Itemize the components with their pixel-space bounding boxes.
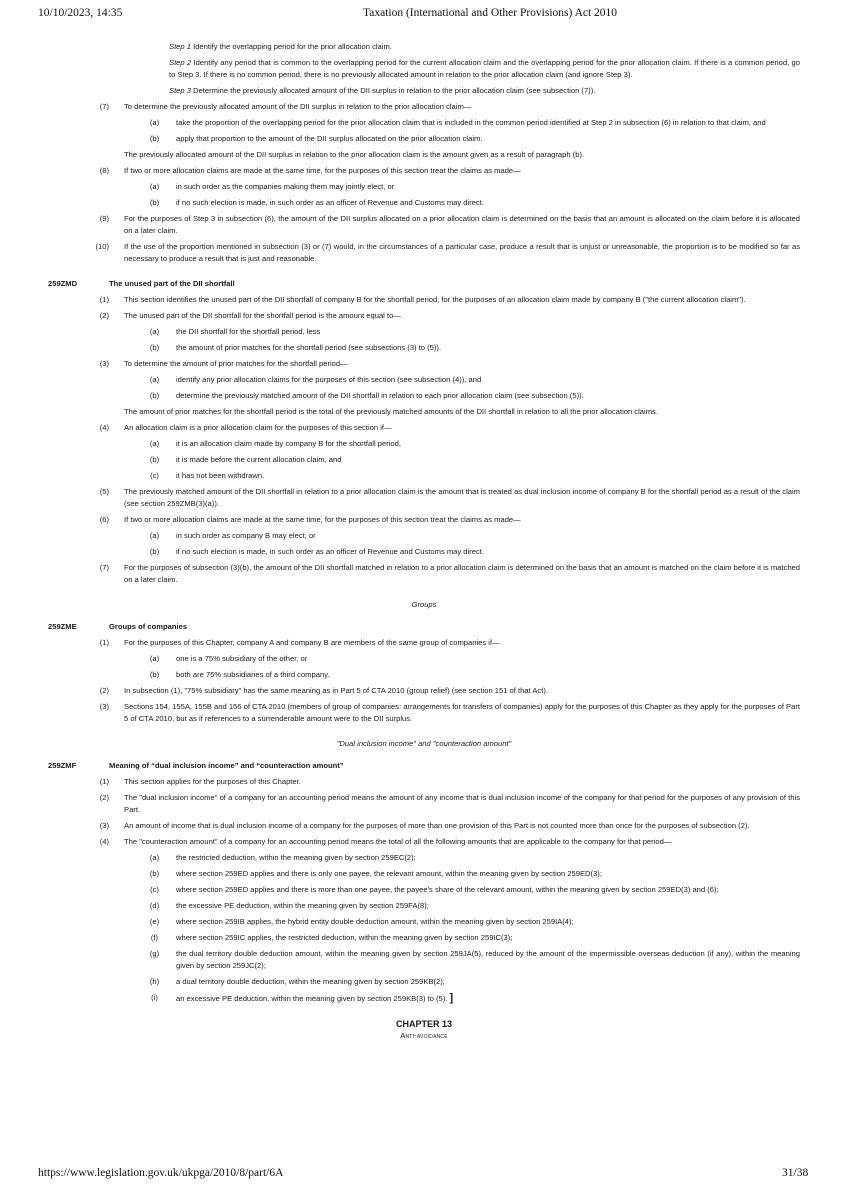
- paragraph-text: a dual territory double deduction, within the meaning given by section 259KB(2);: [176, 977, 445, 986]
- subsection-text: This section identifies the unused part of the DII shortfall of company B for the shortfall period, for the purposes of an allocation claim made by company B ("the current allocation claim").: [124, 295, 746, 304]
- step-text: Determine the previously allocated amount of the DII surplus in relation to the prior allocation claim (see subsection (7)).: [193, 86, 596, 95]
- paragraph-letter: (a): [149, 531, 160, 540]
- paragraph-text: the DII shortfall for the shortfall period, less: [176, 327, 321, 336]
- subsection-number: (4): [99, 837, 109, 846]
- paragraph-letter: (b): [149, 134, 160, 143]
- subsection-text: If the use of the proportion mentioned in subsection (3) or (7) would, in the circumstances of a particular case, produce a result that is unjust or unreasonable, the proportion is to be modified so far as necessary to produce a result that is just and reasonable.: [124, 242, 800, 263]
- subsection-number: (8): [99, 166, 109, 175]
- subsection: [0, 358, 848, 370]
- subsection: [0, 310, 848, 322]
- paragraph-letter: (a): [149, 853, 160, 862]
- paragraph: [0, 454, 848, 466]
- paragraph-text: if no such election is made, in such order as an officer of Revenue and Customs may direct.: [176, 547, 484, 556]
- paragraph-letter: (c): [150, 471, 159, 480]
- paragraph: [0, 653, 848, 665]
- subsection: [0, 165, 848, 177]
- header-title: Taxation (International and Other Provisions) Act 2010: [363, 7, 618, 19]
- paragraph-text: take the proportion of the overlapping period for the prior allocation claim that is included in the common period identified at Step 2 in subsection (6) in relation to that claim, and: [176, 118, 766, 127]
- subsection-text: If two or more allocation claims are made at the same time, for the purposes of this section treat the claims as made—: [124, 166, 521, 175]
- paragraph: [0, 992, 848, 1005]
- paragraph-letter: (c): [150, 885, 159, 894]
- subsection: [0, 241, 848, 265]
- subsection: [0, 637, 848, 649]
- subsection-text: If two or more allocation claims are made at the same time, for the purposes of this section treat the claims as made—: [124, 515, 521, 524]
- paragraph-text-body: an excessive PE deduction, within the meaning given by section 259KB(3) to (5).: [176, 994, 448, 1003]
- paragraph-letter: (b): [149, 869, 160, 878]
- subsection-text: This section applies for the purposes of this Chapter.: [124, 777, 301, 786]
- step-label: Step 1: [169, 42, 191, 51]
- paragraph-text: one is a 75% subsidiary of the other, or: [176, 654, 308, 663]
- paragraph-text: it is an allocation claim made by company B for the shortfall period,: [176, 439, 401, 448]
- paragraph-text: identify any prior allocation claims for the purposes of this section (see subsection (4)), and: [176, 375, 482, 384]
- paragraph: [0, 932, 848, 944]
- subsection-text: In subsection (1), "75% subsidiary" has the same meaning as in Part 5 of CTA 2010 (group relief) (see section 151 of that Act).: [124, 686, 548, 695]
- paragraph-text: the amount of prior matches for the shortfall period (see subsections (3) to (5)).: [176, 343, 442, 352]
- header-datetime: 10/10/2023, 14:35: [38, 7, 123, 19]
- paragraph-text: in such order as the companies making them may jointly elect, or: [176, 182, 395, 191]
- paragraph: [0, 530, 848, 542]
- section-heading: [0, 278, 848, 290]
- subsection-text: An allocation claim is a prior allocation claim for the purposes of this section if—: [124, 423, 392, 432]
- paragraph-letter: (b): [149, 670, 160, 679]
- subsection-number: (6): [99, 515, 109, 524]
- section-title: The unused part of the DII shortfall: [109, 279, 235, 288]
- section-heading: [0, 760, 848, 772]
- paragraph-text: where section 259IC applies, the restricted deduction, within the meaning given by section 259IC(3);: [176, 933, 513, 942]
- paragraph: [0, 438, 848, 450]
- paragraph-text: where section 259ED applies and there is more than one payee, the payee's share of the relevant amount, within the meaning given by section 259ED(3) and (6);: [176, 885, 719, 894]
- paragraph-letter: (f): [150, 933, 159, 942]
- paragraph-text: the excessive PE deduction, within the meaning given by section 259FA(8);: [176, 901, 429, 910]
- paragraph: [0, 669, 848, 681]
- continuation-text: The amount of prior matches for the shortfall period is the total of the previously matched amounts of the DII shortfall in relation to all the prior allocation claims.: [124, 407, 658, 416]
- footer-page-number: 31/38: [782, 1167, 809, 1179]
- paragraph: [0, 868, 848, 880]
- paragraph: [0, 916, 848, 928]
- subsection: [0, 792, 848, 816]
- paragraph-letter: (e): [149, 917, 160, 926]
- subsection-number: (3): [99, 702, 109, 711]
- subsection-text: The unused part of the DII shortfall for the shortfall period is the amount equal to—: [124, 311, 401, 320]
- subsection-text: To determine the amount of prior matches for the shortfall period—: [124, 359, 348, 368]
- paragraph: [0, 852, 848, 864]
- paragraph-letter: (b): [149, 391, 160, 400]
- paragraph: [0, 948, 848, 972]
- subsection: [0, 836, 848, 848]
- step-label: Step 2: [169, 58, 192, 67]
- subsection-text: An amount of income that is dual inclusion income of a company for the purposes of more than one provision of this Part is not counted more than once for the purposes of subsection (2).: [124, 821, 750, 830]
- step-1: [169, 41, 800, 53]
- crossheading-groups: Groups: [411, 600, 437, 609]
- paragraph-text: in such order as company B may elect, or: [176, 531, 316, 540]
- paragraph-text: both are 75% subsidiaries of a third company.: [176, 670, 330, 679]
- subsection: [0, 294, 848, 306]
- footer-url: https://www.legislation.gov.uk/ukpga/2010/8/part/6A: [38, 1167, 284, 1179]
- subsection-number: (3): [99, 821, 109, 830]
- subsection-text: For the purposes of subsection (3)(b), the amount of the DII shortfall matched in relation to a prior allocation claim is determined on the basis that an amount is matched on the claim before it is matched on a later claim.: [124, 563, 800, 584]
- subsection: [0, 101, 848, 113]
- step-text: Identify any period that is common to the overlapping period for the current allocation claim and the overlapping period for the prior allocation claim. If there is a common period, go to Step 3. If there is no common period, there is no previously allocated amount in relation to the prior allocation claim (and ignore Step 3).: [169, 58, 800, 79]
- subsection: [0, 701, 848, 725]
- chapter-number: CHAPTER 13: [395, 1019, 452, 1029]
- paragraph: [0, 900, 848, 912]
- paragraph-text: apply that proportion to the amount of the DII surplus allocated on the prior allocation claim.: [176, 134, 483, 143]
- step-label: Step 3: [169, 86, 191, 95]
- chapter-title: Anti-avoidance: [400, 1031, 448, 1040]
- document-body: [0, 41, 848, 1042]
- section-title: Groups of companies: [109, 622, 188, 631]
- paragraph-letter: (a): [149, 327, 160, 336]
- paragraph-letter: (b): [149, 343, 160, 352]
- subsection-number: (10): [95, 242, 109, 251]
- continuation-text: The previously allocated amount of the DII surplus in relation to the prior allocation claim is the amount given as a result of paragraph (b).: [124, 150, 585, 159]
- paragraph-letter: (b): [149, 198, 160, 207]
- paragraph-letter: (a): [149, 375, 160, 384]
- paragraph-text: if no such election is made, in such order as an officer of Revenue and Customs may direct.: [176, 198, 484, 207]
- step-3: [169, 85, 800, 97]
- subsection: [0, 820, 848, 832]
- subsection: [0, 486, 848, 510]
- section-title: Meaning of “dual inclusion income” and “counteraction amount”: [109, 761, 344, 770]
- paragraph: [0, 326, 848, 338]
- step-2: [169, 57, 800, 81]
- paragraph-text: [176, 992, 800, 1005]
- paragraph-text: where section 259IB applies, the hybrid entity double deduction amount, within the meaning given by section 259IA(4);: [176, 917, 574, 926]
- subsection-number: (2): [99, 793, 109, 802]
- paragraph-letter: (a): [149, 182, 160, 191]
- subsection-number: (5): [99, 487, 109, 496]
- subsection-number: (1): [99, 638, 109, 647]
- subsection-text: The "dual inclusion income" of a company for an accounting period means the amount of any income that is dual inclusion income of the company for that period for the purposes of any provision of this Part.: [124, 793, 800, 814]
- section-number: 259ZMF: [48, 761, 77, 770]
- paragraph-letter: (g): [149, 949, 160, 958]
- paragraph-text: where section 259ED applies and there is only one payee, the relevant amount, within the meaning given by section 259ED(3);: [176, 869, 602, 878]
- paragraph: [0, 197, 848, 209]
- subsection-number: (2): [99, 311, 109, 320]
- subsection: [0, 685, 848, 697]
- paragraph-text: it has not been withdrawn.: [176, 471, 265, 480]
- step-text: Identify the overlapping period for the prior allocation claim.: [193, 42, 392, 51]
- subsection-number: (9): [99, 214, 109, 223]
- amendment-closing-bracket: ]: [449, 992, 454, 1004]
- paragraph-letter: (i): [151, 993, 158, 1002]
- paragraph-text: it is made before the current allocation claim, and: [176, 455, 342, 464]
- subsection-number: (7): [99, 563, 109, 572]
- crossheading-dual-inclusion: "Dual inclusion income" and "counteraction amount": [336, 739, 512, 748]
- section-heading: [0, 621, 848, 633]
- paragraph-text: the dual territory double deduction amount, within the meaning given by section 259JA(5), reduced by the amount of the impermissible overseas deduction (if any), within the meaning given by section 259JC(2);: [176, 949, 800, 970]
- subsection-text: Sections 154, 155A, 155B and 156 of CTA 2010 (members of group of companies: arrangements for transfers of companies) apply for the purposes of this Chapter as they apply for the purposes of Part 5 of CTA 2010, but as if references to a surrenderable amount were to the DII surplus.: [124, 702, 800, 723]
- subsection-text: For the purposes of this Chapter, company A and company B are members of the same group of companies if—: [124, 638, 500, 647]
- paragraph: [0, 117, 848, 129]
- paragraph: [0, 976, 848, 988]
- paragraph-letter: (a): [149, 654, 160, 663]
- paragraph: [0, 342, 848, 354]
- subsection-number: (4): [99, 423, 109, 432]
- subsection-number: (2): [99, 686, 109, 695]
- paragraph-letter: (h): [149, 977, 160, 986]
- subsection: [0, 213, 848, 237]
- section-number: 259ZMD: [48, 279, 78, 288]
- subsection-number: (1): [99, 777, 109, 786]
- paragraph: [0, 374, 848, 386]
- subsection: [0, 776, 848, 788]
- paragraph: [0, 470, 848, 482]
- section-number: 259ZME: [48, 622, 77, 631]
- subsection-text: The "counteraction amount" of a company for an accounting period means the total of all the following amounts that are applicable to the company for that period—: [124, 837, 672, 846]
- paragraph: [0, 884, 848, 896]
- subsection-text: For the purposes of Step 3 in subsection (6), the amount of the DII surplus allocated on a prior allocation claim is determined on the basis that an amount is allocated on the claim before it is allocated on a later claim.: [124, 214, 800, 235]
- subsection-number: (3): [99, 359, 109, 368]
- subsection: [0, 514, 848, 526]
- paragraph-letter: (d): [149, 901, 160, 910]
- paragraph: [0, 546, 848, 558]
- paragraph: [0, 133, 848, 145]
- paragraph-letter: (a): [149, 118, 160, 127]
- subsection: [0, 562, 848, 586]
- paragraph-letter: (a): [149, 439, 160, 448]
- subsection-number: (7): [99, 102, 109, 111]
- paragraph-letter: (b): [149, 547, 160, 556]
- subsection: [0, 422, 848, 434]
- paragraph: [0, 181, 848, 193]
- paragraph-text: determine the previously matched amount of the DII shortfall in relation to each prior allocation claim (see subsection (5)).: [176, 391, 584, 400]
- subsection-number: (1): [99, 295, 109, 304]
- paragraph: [0, 390, 848, 402]
- paragraph-letter: (b): [149, 455, 160, 464]
- subsection-text: To determine the previously allocated amount of the DII surplus in relation to the prior allocation claim—: [124, 102, 472, 111]
- paragraph-text: the restricted deduction, within the meaning given by section 259EC(2);: [176, 853, 416, 862]
- subsection-text: The previously matched amount of the DII shortfall in relation to a prior allocation claim is the amount that is treated as dual inclusion income of company B for the shortfall period as a result of the claim (see section 259ZMB(3)(a)).: [124, 487, 800, 508]
